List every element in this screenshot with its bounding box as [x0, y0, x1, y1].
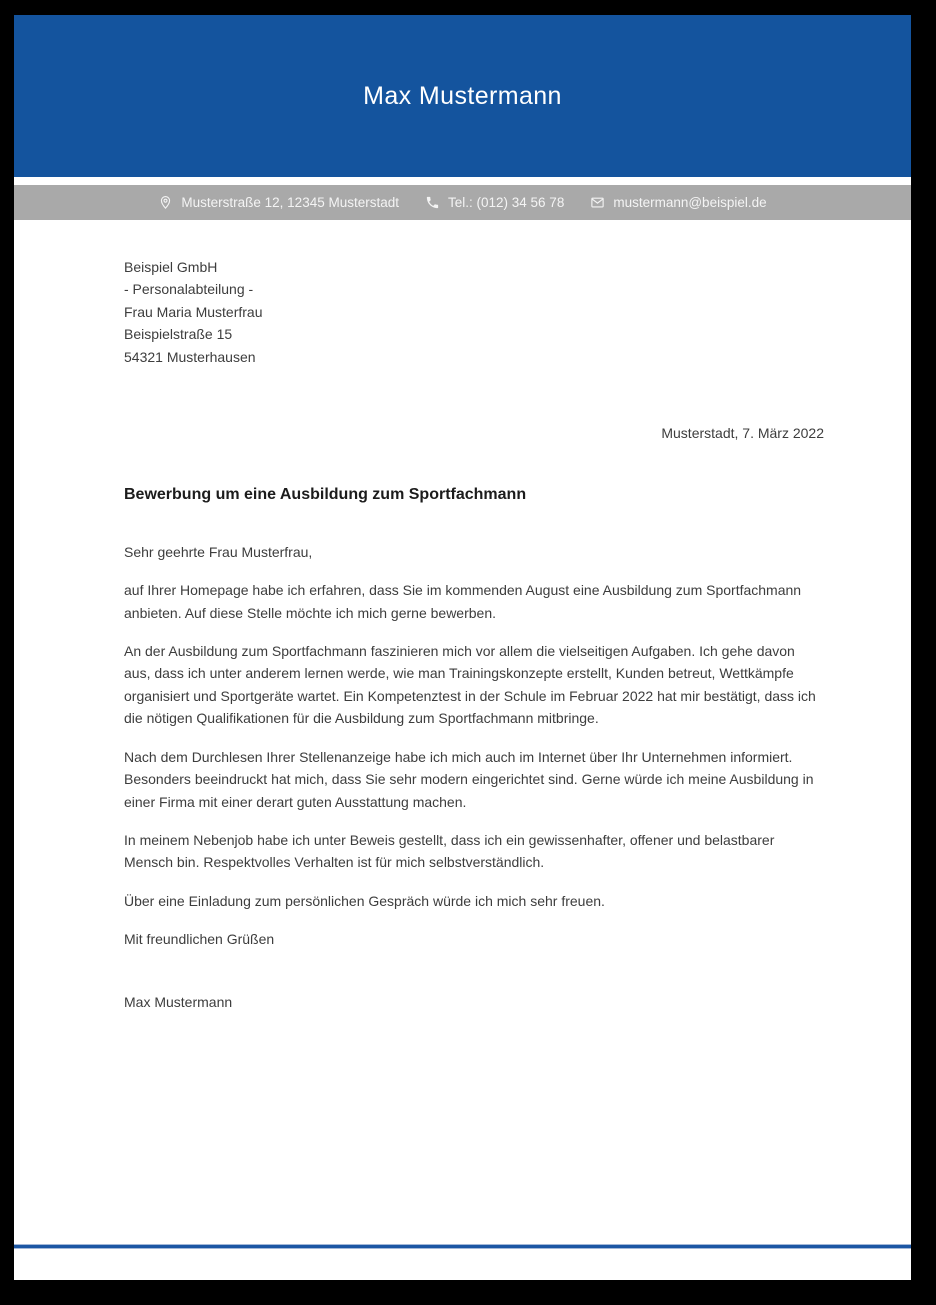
paragraph-intro: auf Ihrer Homepage habe ich erfahren, dass Sie im kommenden August eine Ausbildung zum Sportfachmann anbieten. Auf diese Stelle möchte ich mich gerne bewerben.: [124, 582, 802, 621]
recipient-street: Beispielstraße 15: [124, 326, 233, 343]
salutation: Sehr geehrte Frau Musterfrau,: [124, 543, 313, 560]
paragraph-company: Nach dem Durchlesen Ihrer Stellenanzeige habe ich mich auch im Internet über Ihr Unternehmen informiert. Besonders beeindruckt hat mich, dass Sie sehr modern eingerichtet sind. Gerne würde ich meine Ausbildung in einer Firma mit einer derart guten Ausstattung machen.: [124, 748, 814, 810]
contact-phone-text: Tel.: (012) 34 56 78: [448, 195, 565, 210]
recipient-city: 54321 Musterhausen: [124, 348, 256, 365]
contact-email: [590, 195, 766, 210]
sender-name: Max Mustermann: [363, 81, 562, 110]
envelope-icon: [590, 195, 605, 210]
paragraph-invitation: Über eine Einladung zum persönlichen Gespräch würde ich mich sehr freuen.: [124, 892, 605, 909]
footer-accent-line: [14, 1244, 911, 1249]
contact-phone: [425, 195, 564, 210]
date-line: Musterstadt, 7. März 2022: [661, 425, 824, 442]
paragraph-motivation: An der Ausbildung zum Sportfachmann faszinieren mich vor allem die vielseitigen Aufgaben. Ich gehe davon aus, dass ich unter anderem lernen werde, wie man Trainingskonzepte erstellt, Kunden betreut, Wettkämpfe organisiert und Sportgeräte wartet. Ein Kompetenztest in der Schule im Februar 2022 hat mir bestätigt, dass ich die nötigen Qualifikationen für die Ausbildung zum Sportfachmann mitbringe.: [124, 643, 816, 727]
recipient-address-block: [124, 256, 824, 368]
letter-sheet: [14, 15, 911, 1280]
recipient-company: Beispiel GmbH: [124, 259, 218, 275]
contact-email-text: mustermann@beispiel.de: [613, 195, 767, 210]
paragraph-strengths: In meinem Nebenjob habe ich unter Beweis gestellt, dass ich ein gewissenhafter, offener und belastbarer Mensch bin. Respektvolles Verhalten ist für mich selbstverständlich.: [124, 831, 775, 871]
location-pin-icon: [158, 195, 173, 210]
contact-address: [158, 195, 399, 210]
recipient-department: - Personalabteilung -: [124, 281, 254, 298]
signature-name: Max Mustermann: [124, 993, 233, 1010]
letter-body: [14, 256, 911, 1013]
closing-formula: Mit freundlichen Grüßen: [124, 931, 275, 948]
contact-address-text: Musterstraße 12, 12345 Musterstadt: [181, 195, 399, 210]
subject-line: Bewerbung um eine Ausbildung zum Sportfachmann: [124, 486, 527, 504]
phone-icon: [425, 195, 440, 210]
contact-bar: [14, 185, 911, 220]
header-band: [14, 15, 911, 177]
recipient-person: Frau Maria Musterfrau: [124, 303, 263, 320]
